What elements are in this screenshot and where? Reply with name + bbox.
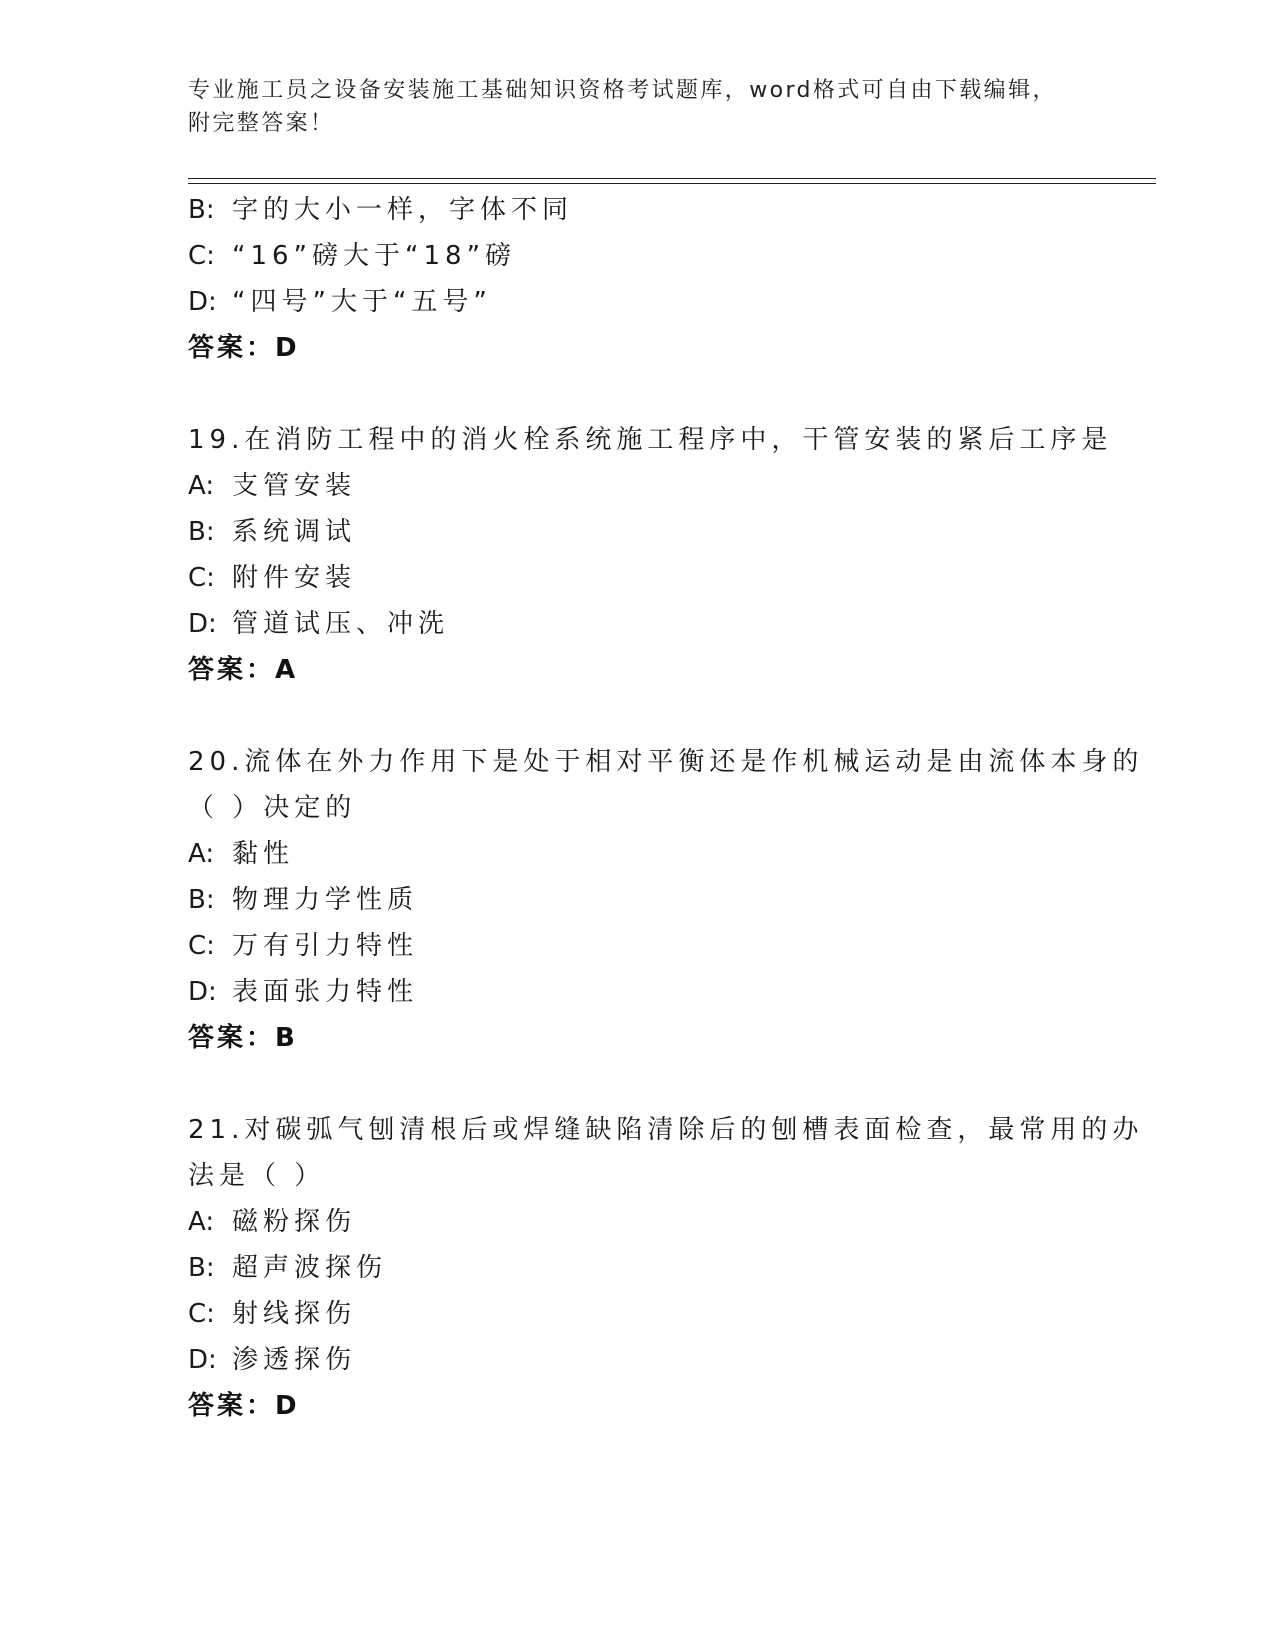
option-a: A: 磁粉探伤 [188, 1207, 357, 1237]
option-a: A: 黏性 [188, 839, 295, 869]
option-c: C: 射线探伤 [188, 1299, 357, 1329]
header-line-2: 附完整答案！ [188, 111, 335, 136]
option-d: D: 表面张力特性 [188, 977, 419, 1007]
option-c: C: 万有引力特性 [188, 931, 419, 961]
question-stem-continued: （ ）决定的 [188, 793, 357, 823]
answer: 答案：D [188, 333, 300, 363]
option-a: A: 支管安装 [188, 471, 357, 501]
question-19 [188, 417, 1128, 693]
option-b: B: 字的大小一样，字体不同 [188, 195, 574, 225]
option-d: D: “四号”大于“五号” [188, 287, 492, 317]
question-stem: 20.流体在外力作用下是处于相对平衡还是作机械运动是由流体本身的 [188, 747, 1144, 777]
document-header [188, 74, 1088, 140]
header-rule-bottom [188, 183, 1156, 184]
partial-question [188, 187, 1128, 371]
header-line-1: 专业施工员之设备安装施工基础知识资格考试题库，word格式可自由下载编辑， [188, 78, 1057, 103]
header-rule-top [188, 178, 1156, 179]
answer: 答案：D [188, 1391, 300, 1421]
option-d: D: 管道试压、冲洗 [188, 609, 450, 639]
question-20 [188, 739, 1144, 1061]
option-c: C: 附件安装 [188, 563, 357, 593]
answer: 答案：A [188, 655, 299, 685]
question-stem-continued: 法是（ ） [188, 1161, 326, 1191]
option-b: B: 超声波探伤 [188, 1253, 388, 1283]
option-d: D: 渗透探伤 [188, 1345, 357, 1375]
question-stem: 19.在消防工程中的消火栓系统施工程序中，干管安装的紧后工序是 [188, 425, 1113, 455]
answer: 答案：B [188, 1023, 298, 1053]
option-b: B: 物理力学性质 [188, 885, 419, 915]
option-b: B: 系统调试 [188, 517, 357, 547]
question-content [188, 187, 1144, 1429]
question-stem: 21.对碳弧气刨清根后或焊缝缺陷清除后的刨槽表面检查，最常用的办 [188, 1115, 1144, 1145]
question-21 [188, 1107, 1144, 1429]
option-c: C: “16”磅大于“18”磅 [188, 241, 517, 271]
